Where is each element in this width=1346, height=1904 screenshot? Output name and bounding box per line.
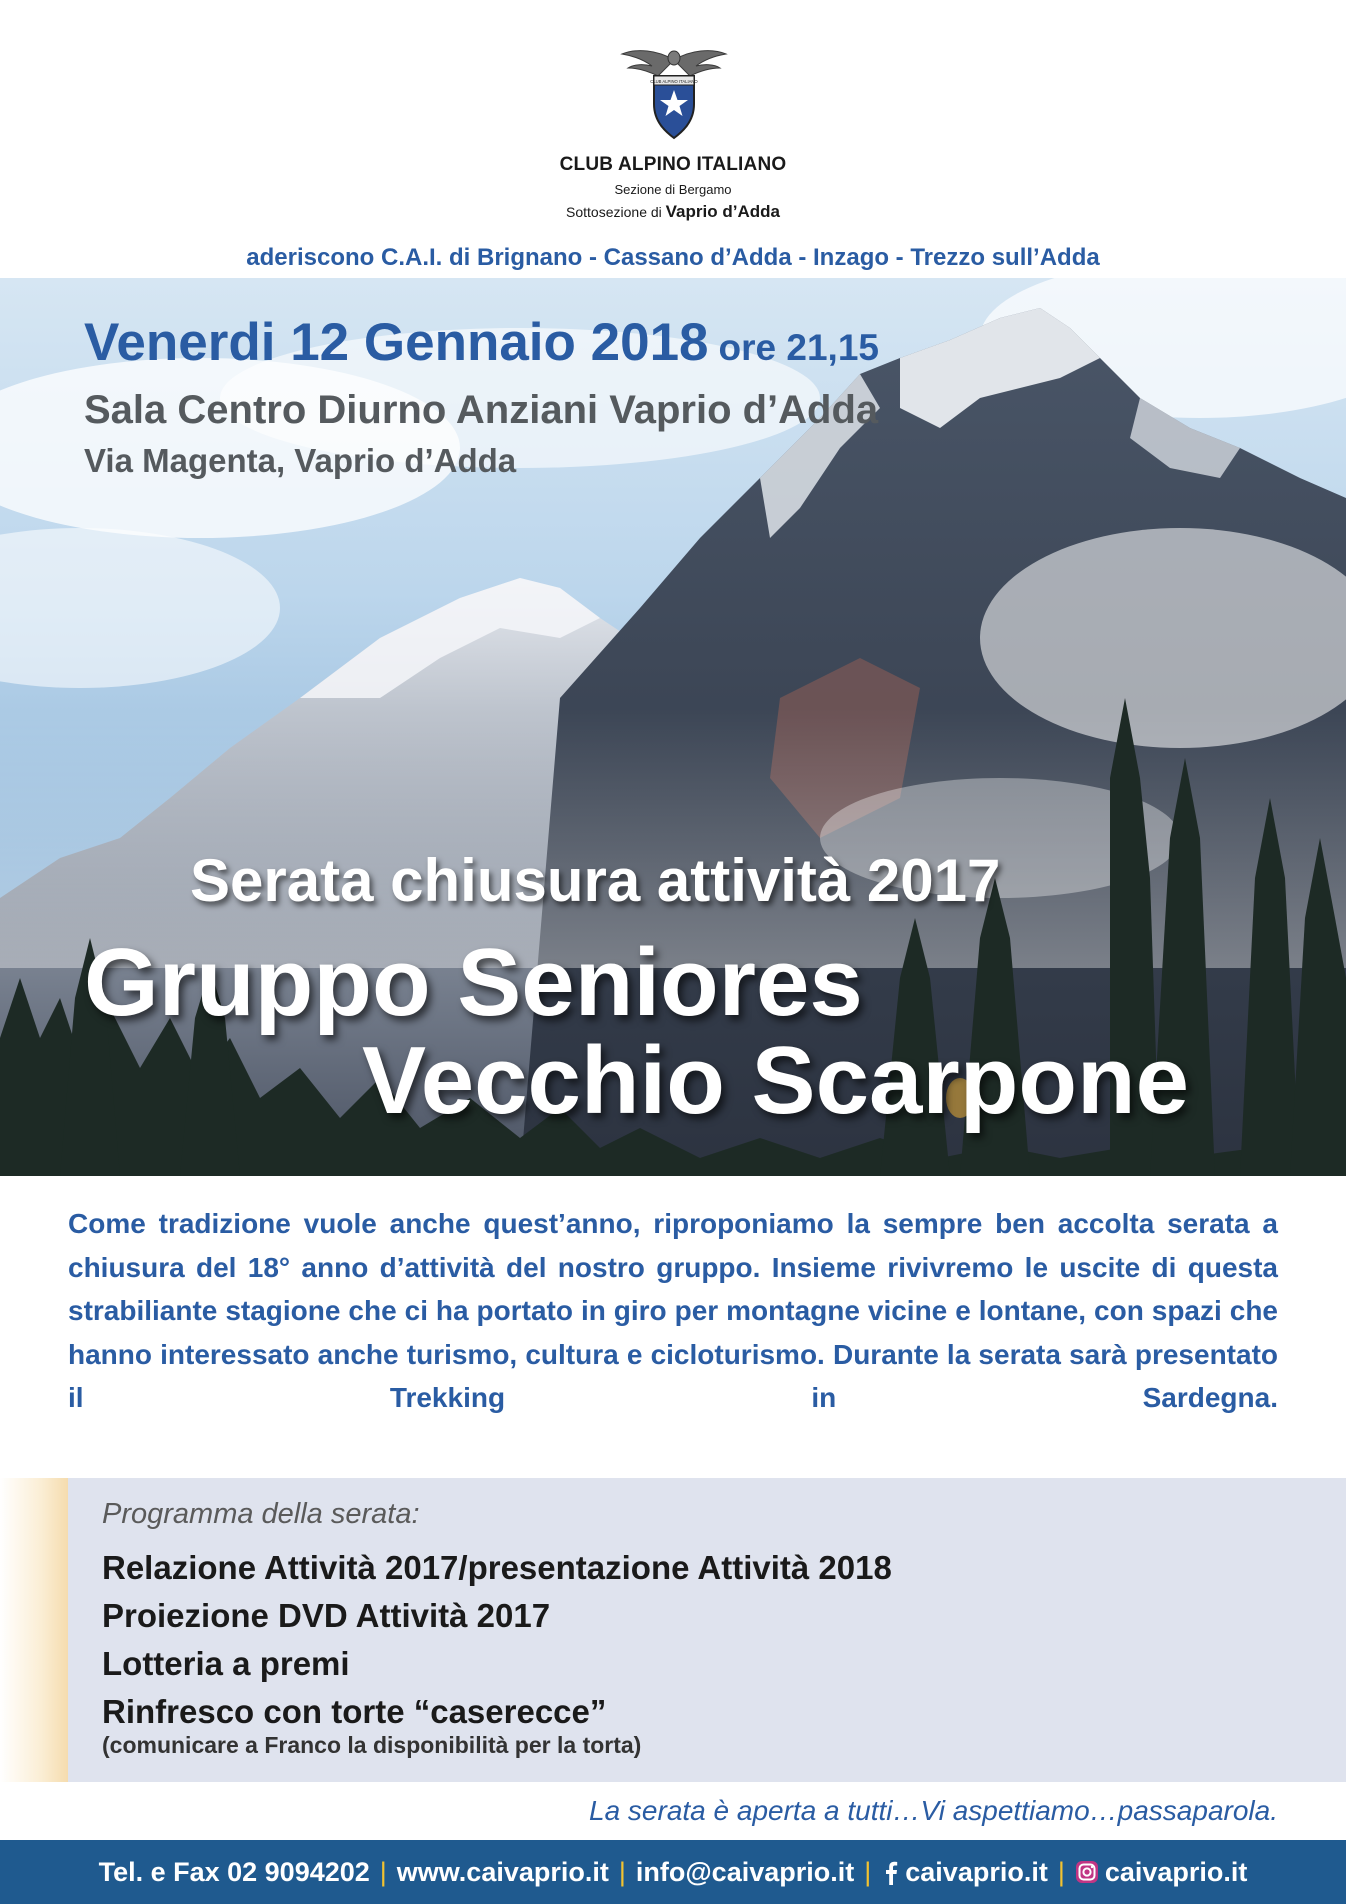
program-note: (comunicare a Franco la disponibilità per la torta) xyxy=(102,1732,642,1758)
footer-phone: Tel. e Fax 02 9094202 xyxy=(98,1856,370,1887)
event-title-line2: Vecchio Scarpone xyxy=(362,1027,1190,1134)
event-address: Via Magenta, Vaprio d’Adda xyxy=(84,442,517,479)
facebook-icon xyxy=(881,1859,899,1885)
program-edge-decoration xyxy=(0,1478,68,1782)
footer-separator: | xyxy=(379,1856,387,1887)
event-description: Come tradizione vuole anche quest’anno, riproponiamo la sempre ben accolta serata a chiusura del 18° anno d’attività del nostro gruppo. Insieme rivivremo le uscite di questa strabiliante stagione che ci ha portato in giro per montagne vicine e lontane, con spazi che hanno interessato anche turismo, cultura e cicloturismo. Durante la serata sarà presentato il Trekking in Sardegna. xyxy=(68,1208,1278,1413)
club-name: CLUB ALPINO ITALIANO xyxy=(559,154,787,175)
event-title-line1: Gruppo Seniores xyxy=(84,929,863,1036)
subsection-prefix: Sottosezione di xyxy=(566,204,662,220)
program-item: Relazione Attività 2017/presentazione Attività 2018 xyxy=(102,1549,892,1586)
subsection-name: Vaprio d’Adda xyxy=(665,202,780,221)
contact-footer xyxy=(0,1840,1346,1904)
program-item: Proiezione DVD Attività 2017 xyxy=(102,1597,551,1634)
eagle-wing-left-icon xyxy=(622,51,674,76)
club-subsection xyxy=(0,202,1346,222)
program-list xyxy=(102,1544,892,1736)
program-title: Programma della serata: xyxy=(102,1498,420,1530)
eagle-wing-right-icon xyxy=(674,51,726,76)
footer-instagram-link[interactable]: caivaprio.it xyxy=(1104,1856,1248,1887)
event-time: ore 21,15 xyxy=(718,327,879,368)
program-item: Lotteria a premi xyxy=(102,1645,350,1682)
event-date-time xyxy=(84,312,879,373)
logo-ribbon-text: CLUB ALPINO ITALIANO xyxy=(650,79,698,84)
cai-eagle-logo xyxy=(618,46,730,146)
footer-email-link[interactable]: info@caivaprio.it xyxy=(635,1856,855,1887)
program-box xyxy=(0,1478,1346,1782)
event-subtitle: Serata chiusura attività 2017 xyxy=(190,847,1001,914)
adherents-line: aderiscono C.A.I. di Brignano - Cassano d’Adda - Inzago - Trezzo sull’Adda xyxy=(246,244,1100,271)
event-venue: Sala Centro Diurno Anziani Vaprio d’Adda xyxy=(84,388,879,432)
event-date: Venerdi 12 Gennaio 2018 xyxy=(84,313,709,372)
footer-facebook-link[interactable]: caivaprio.it xyxy=(905,1856,1048,1887)
footer-separator: | xyxy=(1057,1856,1065,1887)
footer-separator: | xyxy=(618,1856,626,1887)
program-item: Rinfresco con torte “caserecce” xyxy=(102,1693,607,1730)
closing-line: La serata è aperta a tutti…Vi aspettiamo…passaparola. xyxy=(589,1795,1278,1826)
instagram-icon xyxy=(1075,1860,1099,1884)
club-section: Sezione di Bergamo xyxy=(614,182,732,197)
footer-website-link[interactable]: www.caivaprio.it xyxy=(396,1856,609,1887)
footer-separator: | xyxy=(864,1856,872,1887)
